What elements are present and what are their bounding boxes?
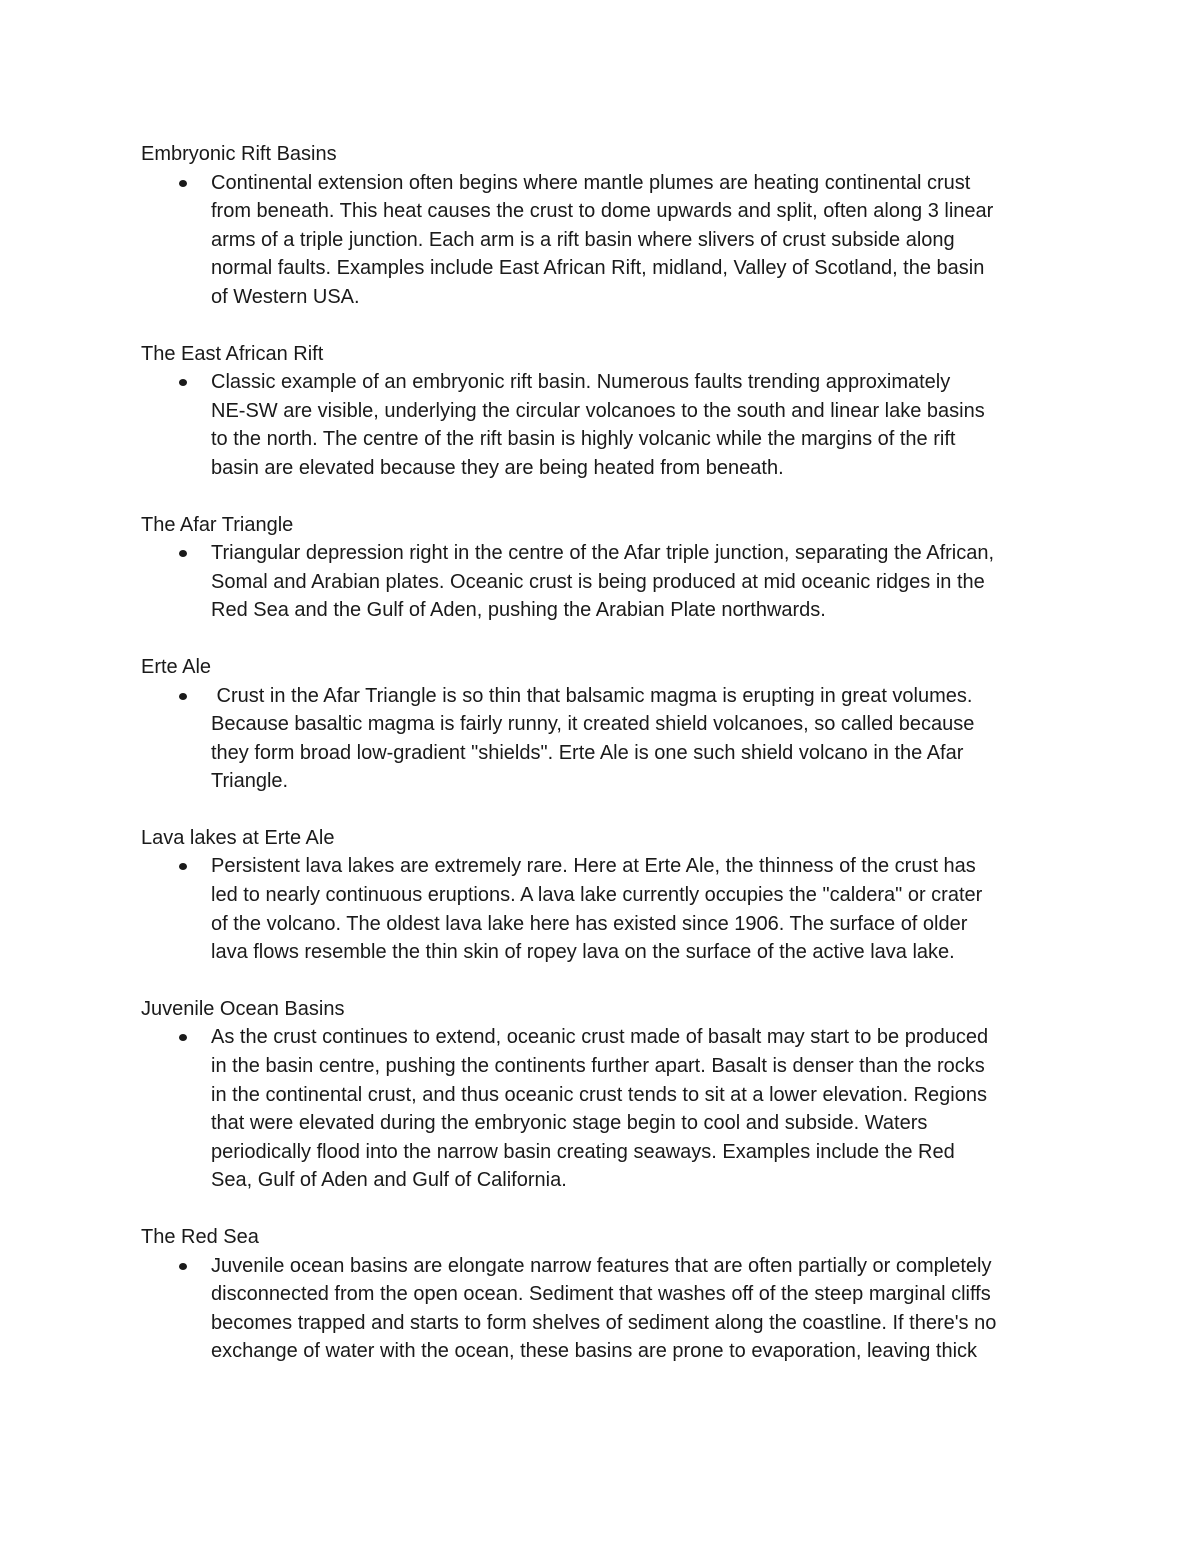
text-line: lava flows resemble the thin skin of ropey lava on the surface of the active lava lake.	[211, 941, 955, 964]
section-heading: Embryonic Rift Basins	[141, 143, 337, 165]
bullet-icon	[179, 1034, 187, 1041]
text-line: Sea, Gulf of Aden and Gulf of California.	[211, 1169, 567, 1192]
bullet-item	[141, 852, 1061, 966]
bullet-list	[141, 682, 1081, 796]
text-line: they form broad low-gradient "shields". Erte Ale is one such shield volcano in the Afar	[211, 741, 964, 764]
text-line: NE-SW are visible, underlying the circular volcanoes to the south and linear lake basins	[211, 399, 985, 422]
text-line: As the crust continues to extend, oceanic crust made of basalt may start to be produced	[211, 1026, 989, 1049]
bullet-icon	[179, 1263, 187, 1270]
bullet-list	[141, 368, 1081, 482]
text-line: Juvenile ocean basins are elongate narrow features that are often partially or completely	[211, 1254, 992, 1277]
text-line: Triangle.	[211, 770, 289, 793]
text-line: disconnected from the open ocean. Sediment that washes off of the steep marginal cliffs	[211, 1283, 991, 1306]
bullet-item	[141, 368, 1061, 482]
text-line: Crust in the Afar Triangle is so thin that balsamic magma is erupting in great volumes.	[211, 684, 973, 707]
section-heading: The Afar Triangle	[141, 513, 294, 536]
bullet-icon	[179, 550, 187, 557]
bullet-item	[141, 682, 1061, 796]
text-line: exchange of water with the ocean, these basins are prone to evaporation, leaving thick	[211, 1340, 978, 1363]
text-line: arms of a triple junction. Each arm is a rift basin where slivers of crust subside along	[211, 228, 955, 251]
text-line: Red Sea and the Gulf of Aden, pushing the Arabian Plate northwards.	[211, 599, 826, 622]
text-line: in the continental crust, and thus oceanic crust tends to sit at a lower elevation. Regions	[211, 1083, 987, 1106]
bullet-icon	[179, 693, 187, 700]
section-afar-triangle	[141, 511, 1081, 625]
text-line: Somal and Arabian plates. Oceanic crust is being produced at mid oceanic ridges in the	[211, 570, 985, 593]
section-east-african-rift	[141, 340, 1081, 483]
text-line: Because basaltic magma is fairly runny, it created shield volcanoes, so called because	[211, 713, 975, 736]
bullet-item	[141, 1252, 1061, 1366]
bullet-item	[141, 169, 1061, 312]
bullet-icon	[179, 180, 187, 187]
bullet-list	[141, 852, 1081, 966]
section-erte-ale	[141, 653, 1081, 796]
bullet-list	[141, 1252, 1081, 1366]
section-heading: The East African Rift	[141, 342, 324, 365]
bullet-icon	[179, 379, 187, 386]
section-heading: Juvenile Ocean Basins	[141, 997, 345, 1020]
text-line: Triangular depression right in the centre of the Afar triple junction, separating the African,	[211, 542, 995, 565]
bullet-item	[141, 1023, 1061, 1195]
text-line: led to nearly continuous eruptions. A lava lake currently occupies the "caldera" or crater	[211, 884, 983, 907]
section-red-sea	[141, 1223, 1081, 1366]
section-juvenile-ocean-basins	[141, 995, 1081, 1195]
text-line: basin are elevated because they are being heated from beneath.	[211, 456, 784, 479]
bullet-list	[141, 169, 1081, 312]
bullet-item	[141, 539, 1061, 625]
text-line: of Western USA.	[211, 285, 360, 308]
text-line: from beneath. This heat causes the crust to dome upwards and split, often along 3 linear	[211, 200, 994, 223]
text-line: Continental extension often begins where mantle plumes are heating continental crust	[211, 171, 971, 194]
section-heading: Lava lakes at Erte Ale	[141, 826, 335, 849]
text-line: normal faults. Examples include East African Rift, midland, Valley of Scotland, the basin	[211, 257, 985, 280]
text-line: of the volcano. The oldest lava lake here has existed since 1906. The surface of older	[211, 912, 968, 935]
text-line: that were elevated during the embryonic stage begin to cool and subside. Waters	[211, 1112, 928, 1135]
bullet-list	[141, 1023, 1081, 1195]
bullet-list	[141, 539, 1081, 625]
text-line: to the north. The centre of the rift basin is highly volcanic while the margins of the rift	[211, 428, 956, 451]
bullet-icon	[179, 863, 187, 870]
section-lava-lakes	[141, 824, 1081, 967]
section-embryonic-rift-basins	[141, 140, 1081, 312]
section-heading: Erte Ale	[141, 655, 212, 678]
text-line: in the basin centre, pushing the continents further apart. Basalt is denser than the rocks	[211, 1055, 985, 1078]
text-line: periodically flood into the narrow basin creating seaways. Examples include the Red	[211, 1140, 955, 1163]
section-heading: The Red Sea	[141, 1226, 259, 1248]
document-page	[141, 140, 1081, 1394]
text-line: Classic example of an embryonic rift basin. Numerous faults trending approximately	[211, 371, 951, 394]
text-line: Persistent lava lakes are extremely rare. Here at Erte Ale, the thinness of the crust has	[211, 855, 976, 878]
text-line: becomes trapped and starts to form shelves of sediment along the coastline. If there's no	[211, 1311, 997, 1334]
